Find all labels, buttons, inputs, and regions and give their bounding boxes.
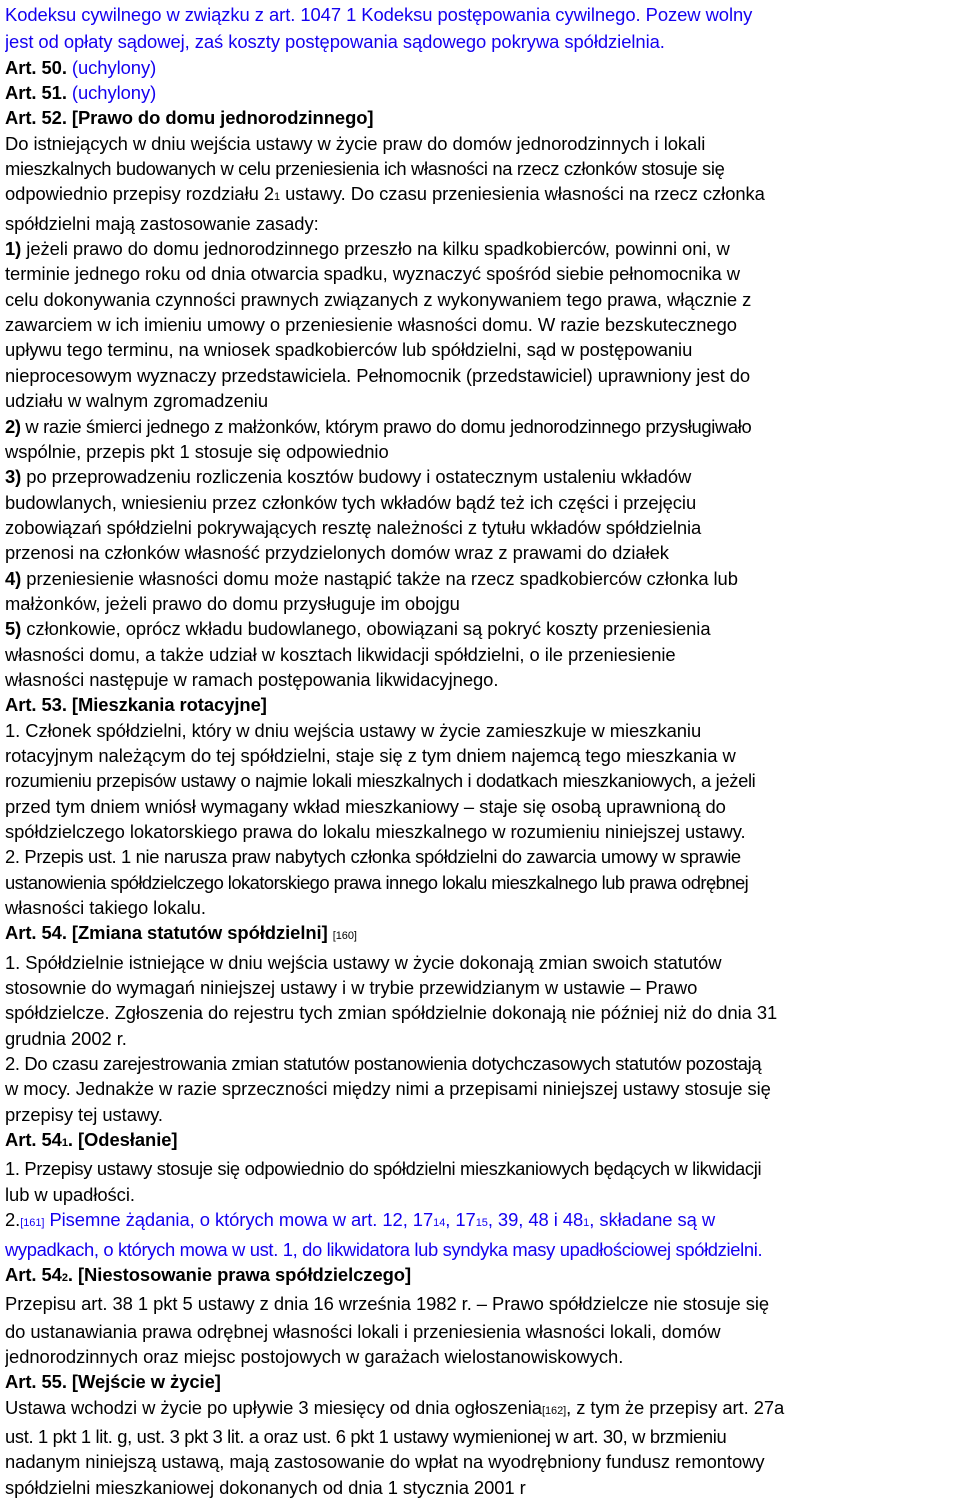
text-line: [5, 870, 956, 895]
text-line: [5, 388, 956, 413]
subscript-number: 1: [583, 1217, 590, 1230]
text-segment: W razie bezskutecznego: [537, 314, 737, 336]
text-line: [5, 920, 956, 949]
text-line: [5, 1449, 956, 1474]
footnote-ref: [161]: [20, 1217, 45, 1230]
text-line: [5, 181, 956, 210]
text-segment: 1. Spółdzielnie istniejące w dniu wejścia ustawy w życie dokonają zmian swoich statutów: [5, 951, 722, 973]
text-segment: wypadkach, o których mowa w ust. 1, do likwidatora lub syndyka masy upadłościowej spółdzielni.: [5, 1238, 763, 1260]
text-segment: Pisemne żądania, o których mowa w art. 12, 17: [44, 1209, 434, 1231]
text-segment: Do czasu przeniesienia własności na rzecz członka: [350, 183, 765, 205]
text-segment: członkowie, oprócz wkładu budowlanego, obowiązani są pokryć koszty przeniesienia: [26, 618, 711, 640]
text-line: [5, 1395, 956, 1424]
text-segment: (uchylony): [71, 82, 157, 104]
text-line: [5, 1051, 956, 1076]
text-line: [5, 131, 956, 156]
text-segment: spółdzielni mieszkaniowej dokonanych od dnia 1 stycznia 2001 r: [5, 1476, 526, 1498]
text-segment: lub w upadłości.: [5, 1183, 135, 1205]
text-segment: rozumieniu przepisów ustawy o najmie lokali mieszkalnych i dodatkach mieszkaniowych, a jeżeli: [5, 770, 756, 792]
text-line: [5, 1369, 956, 1394]
subscript-number: 1: [274, 191, 281, 204]
text-line: [5, 819, 956, 844]
text-segment: Art. 51.: [5, 82, 72, 104]
text-line: [5, 1319, 956, 1344]
text-line: [5, 439, 956, 464]
text-line: [5, 337, 956, 362]
text-segment: po przeprowadzeniu rozliczenia kosztów budowy i ostatecznym ustaleniu wkładów: [26, 466, 692, 488]
text-line: [5, 616, 956, 641]
text-line: [5, 363, 956, 388]
text-segment: , 39, 48 i 48: [487, 1209, 584, 1231]
text-segment: 4): [5, 567, 27, 589]
text-segment: celu dokonywania czynności prawnych związanych z wykonywaniem tego prawa, włącznie z: [5, 288, 752, 310]
text-segment: w razie śmierci jednego z małżonków, którym prawo do domu jednorodzinnego przysługiwało: [25, 415, 752, 437]
text-segment: ustawy.: [280, 183, 351, 205]
text-line: [5, 312, 956, 337]
text-line: [5, 414, 956, 439]
subscript-number: 15: [475, 1217, 488, 1230]
text-line: [5, 287, 956, 312]
text-segment: Art. 53. [Mieszkania rotacyjne]: [5, 694, 267, 716]
text-line: [5, 1207, 956, 1236]
text-segment: grudnia 2002 r.: [5, 1027, 127, 1049]
text-line: [5, 80, 956, 105]
text-segment: upływu tego terminu, na wniosek spadkobierców lub spółdzielni, sąd w postępowaniu: [5, 339, 693, 361]
text-segment: 1): [5, 238, 27, 260]
text-segment: Zgłoszenia do rejestru tych zmian spółdzielnie dokonają nie później niż do dnia 31: [114, 1002, 778, 1024]
text-segment: Art. 52. [Prawo do domu jednorodzinnego]: [5, 107, 374, 129]
text-segment: własności takiego lokalu.: [5, 897, 206, 919]
text-segment: jednorodzinnych oraz miejsc postojowych w garażach wielostanowiskowych.: [5, 1345, 624, 1367]
text-segment: Art. 54: [5, 1129, 62, 1151]
text-segment: Art. 55. [Wejście w życie]: [5, 1371, 221, 1393]
text-line: [5, 1424, 956, 1449]
footnote-ref: [162]: [541, 1404, 567, 1417]
text-segment: 3): [5, 466, 27, 488]
text-segment: mieszkalnych budowanych w celu przeniesienia ich własności na rzecz członków stosuje się: [5, 158, 725, 180]
text-segment: terminie jednego roku od dnia otwarcia spadku, wyznaczyć spośród siebie pełnomocnika w: [5, 263, 740, 285]
text-segment: przepisy tej ustawy.: [5, 1103, 163, 1125]
text-line: [5, 1344, 956, 1369]
text-segment: małżonków, jeżeli prawo do domu przysługuje im obojgu: [5, 592, 460, 614]
text-line: [5, 566, 956, 591]
subscript-number: 14: [433, 1217, 446, 1230]
text-line: [5, 794, 956, 819]
text-segment: 1 Kodeksu postępowania cywilnego. Pozew wolny: [346, 4, 753, 25]
text-segment: 1. Przepisy ustawy stosuje się odpowiednio do spółdzielni mieszkaniowych będących w likwidacji: [5, 1158, 762, 1180]
text-segment: . [Niestosowanie prawa spółdzielczego]: [67, 1263, 412, 1285]
text-segment: ust. 1 pkt 1 lit. g, ust. 3 pkt 3 lit. a oraz ust. 6 pkt 1 ustawy wymienionej w art. 30, w brzmieniu: [5, 1425, 727, 1447]
text-segment: Jednakże w razie sprzeczności między nimi a przepisami niniejszej ustawy stosuje się: [75, 1078, 771, 1100]
subscript-number: 1: [61, 1137, 68, 1150]
text-line: [5, 642, 956, 667]
text-segment: Pełnomocnik (przedstawiciel) uprawniony jest do: [356, 364, 751, 386]
text-line: [5, 591, 956, 616]
text-segment: jest od opłaty sądowej, zaś koszty postępowania sądowego pokrywa spółdzielnia.: [5, 31, 665, 53]
text-line: [5, 29, 956, 54]
text-segment: 5): [5, 618, 27, 640]
subscript-number: 2: [61, 1271, 68, 1284]
text-segment: Przepisu art. 38: [5, 1293, 138, 1315]
text-line: [5, 1076, 956, 1101]
text-line: [5, 667, 956, 692]
text-segment: zawarciem w ich imieniu umowy o przeniesienie własności domu.: [5, 314, 538, 336]
text-line: [5, 1156, 956, 1181]
text-line: [5, 743, 956, 768]
text-segment: ustanowienia spółdzielczego lokatorskiego prawa innego lokalu mieszkalnego lub prawa odrębnej: [5, 871, 749, 893]
text-segment: (uchylony): [71, 56, 157, 78]
text-line: [5, 718, 956, 743]
text-line: [5, 1182, 956, 1207]
text-line: [5, 844, 956, 869]
text-line: [5, 261, 956, 286]
text-segment: do ustanawiania prawa odrębnej własności lokali i przeniesienia własności lokali, domów: [5, 1320, 721, 1342]
text-line: [5, 105, 956, 130]
text-line: [5, 1262, 956, 1291]
text-segment: przeniesienie własności domu może nastąpić także na rzecz spadkobierców członka lub: [26, 567, 738, 589]
text-segment: własności domu, a także udział w kosztach likwidacji spółdzielni, o ile przeniesienie: [5, 643, 676, 665]
text-segment: w mocy.: [5, 1078, 76, 1100]
text-segment: własności następuje w ramach postępowania likwidacyjnego.: [5, 668, 499, 690]
text-segment: stosownie do wymagań niniejszej ustawy i w trybie przewidzianym w ustawie – Prawo: [5, 977, 698, 999]
text-segment: nadanym niniejszą ustawą, mają zastosowanie do wpłat na wyodrębniony fundusz remontowy: [5, 1451, 765, 1473]
text-line: [5, 895, 956, 920]
text-line: [5, 1026, 956, 1051]
text-line: [5, 768, 956, 793]
text-segment: jeżeli prawo do domu jednorodzinnego przeszło na kilku spadkobierców, powinni oni, w: [26, 238, 730, 260]
text-segment: . [Odesłanie]: [67, 1129, 178, 1151]
text-segment: 2.: [5, 1209, 21, 1231]
text-line: [5, 692, 956, 717]
text-segment: zobowiązań spółdzielni pokrywających resztę należności z tytułu wkładów spółdzielnia: [5, 516, 702, 538]
text-segment: Do istniejących w dniu wejścia ustawy w życie praw do domów jednorodzinnych i lokali: [5, 132, 706, 154]
text-segment: odpowiednio przepisy rozdziału 2: [5, 183, 274, 205]
text-segment: Kodeksu cywilnego w związku z art. 1047: [5, 4, 347, 25]
text-segment: spółdzielni mają zastosowanie zasady:: [5, 212, 319, 234]
text-segment: 2. Do czasu zarejestrowania zmian statutów postanowienia dotychczasowych statutów pozostają: [5, 1053, 762, 1075]
text-segment: udziału w walnym zgromadzeniu: [5, 390, 269, 412]
text-segment: przed tym dniem wniósł wymagany wkład mieszkaniowy – staje się osobą uprawnioną do: [5, 795, 726, 817]
text-line: [5, 1237, 956, 1262]
text-segment: Art. 54. [Zmiana statutów spółdzielni]: [5, 922, 333, 944]
text-line: [5, 975, 956, 1000]
text-line: [5, 211, 956, 236]
text-segment: Art. 50.: [5, 56, 72, 78]
text-segment: 1. Członek spółdzielni, który w dniu wejścia ustawy w życie zamieszkuje w mieszkaniu: [5, 719, 702, 741]
text-segment: , 17: [445, 1209, 476, 1231]
text-segment: , składane są w: [589, 1209, 716, 1231]
text-line: [5, 464, 956, 489]
text-line: [5, 2, 956, 29]
text-segment: Art. 54: [5, 1263, 62, 1285]
text-line: [5, 1102, 956, 1127]
text-line: [5, 540, 956, 565]
text-segment: rotacyjnym należącym do tej spółdzielni, staje się z tym dniem najemcą tego mieszkania w: [5, 744, 736, 766]
text-segment: wspólnie, przepis pkt 1 stosuje się odpowiednio: [5, 440, 389, 462]
text-line: [5, 950, 956, 975]
text-segment: spółdzielczego lokatorskiego prawa do lokalu mieszkalnego w rozumieniu niniejszej ustawy.: [5, 821, 746, 842]
text-line: [5, 1000, 956, 1025]
text-line: [5, 490, 956, 515]
text-segment: 1 pkt 5 ustawy z dnia 16 września 1982 r. – Prawo spółdzielcze nie stosuje się: [137, 1293, 770, 1315]
text-line: [5, 515, 956, 540]
text-segment: spółdzielcze.: [5, 1002, 115, 1024]
text-line: [5, 55, 956, 80]
text-line: [5, 1291, 956, 1318]
text-line: [5, 156, 956, 181]
text-segment: , z tym że przepisy art. 27a: [566, 1396, 785, 1418]
text-line: [5, 1475, 956, 1500]
text-line: [5, 1127, 956, 1156]
text-segment: nieprocesowym wyznaczy przedstawiciela.: [5, 364, 357, 386]
text-line: [5, 236, 956, 261]
text-segment: 2): [5, 415, 26, 437]
text-segment: przenosi na członków własność przydzielonych domów wraz z prawami do działek: [5, 542, 669, 564]
text-segment: budowlanych, wniesieniu przez członków tych wkładów bądź też ich części i przejęciu: [5, 491, 697, 513]
text-segment: Ustawa wchodzi w życie po upływie 3 miesięcy od dnia ogłoszenia: [5, 1396, 542, 1418]
text-segment: 2. Przepis ust. 1 nie narusza praw nabytych członka spółdzielni do zawarcia umowy w sprawie: [5, 846, 741, 868]
footnote-ref: [160]: [332, 930, 357, 943]
